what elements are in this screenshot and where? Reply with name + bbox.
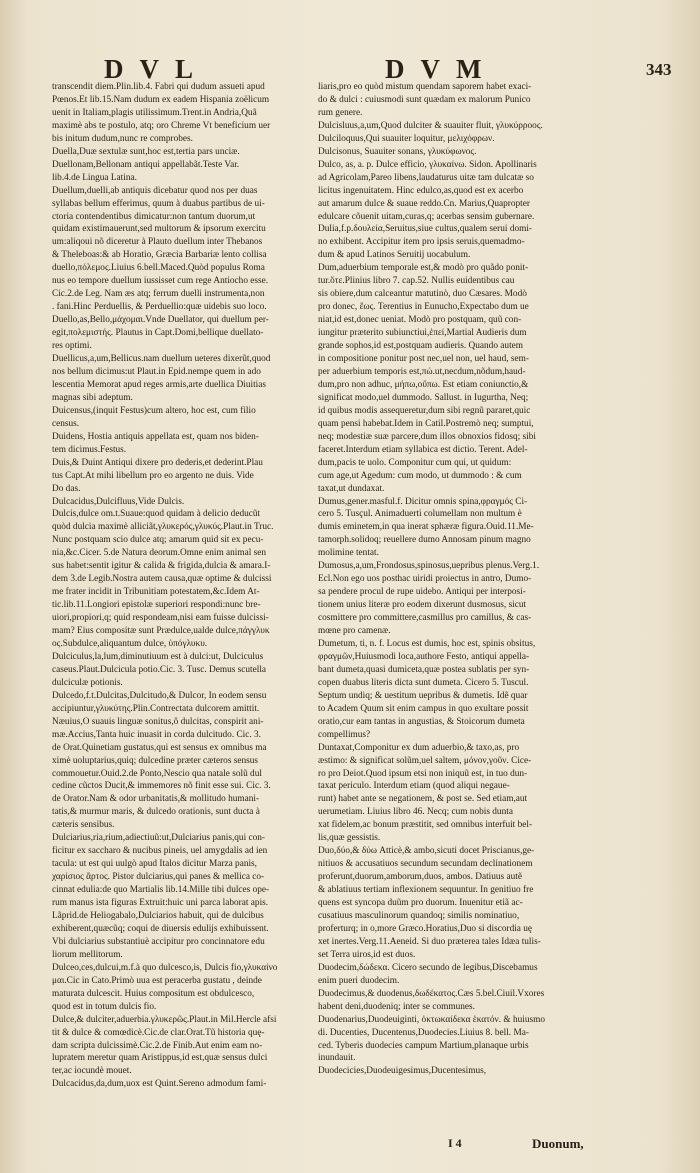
text-line: tur.ὅτε.Plinius libro 7. cap.52. Nullis euidentibus cau [318, 276, 515, 287]
text-line: Duis,& Duint Antiqui dixere pro dederis,et dederint.Plau [52, 457, 263, 468]
text-line: Dulcacidus,Dulcifluus,Vide Dulcis. [52, 496, 185, 507]
text-line: sis obiere,dum calceantur matutinò, duo Cæsares. Modò [318, 289, 527, 300]
text-line: Dulcis,dulce om.t.Suaue:quod quidam à delicio deducũt [52, 509, 261, 520]
text-line: Duodecimus,& duodenus,δωδέκατος.Cæs 5.bel.Ciuil.Vxores [318, 988, 545, 999]
text-line: mam? Eius compositæ sunt Prædulce,ualde dulce,πάγγλυκ [52, 626, 270, 637]
text-line: tionem unius literæ pro eodem dixerunt dusmosus, sicut [318, 600, 527, 611]
text-line: compellimus? [318, 729, 371, 740]
text-line: tacula: ut est qui uulgò apud Italos dicitur Marza panis, [52, 859, 257, 870]
text-line: dum,pro non adhuc, μήπω,οὔπω. Est etiam coniunctio,& [318, 379, 529, 390]
text-line: copen duabus literis dicta sunt dumeta. Cicero 5. Tuscul. [318, 677, 529, 688]
text-line: Dumetum, ti, n. f. Locus est dumis, hoc est, spinis obsitus, [318, 638, 536, 649]
text-line: dum,pacis te uolo. Componitur cum qui, ut quidum: [318, 457, 512, 468]
text-line: Dulcacidus,da,dum,uox est Quint.Sereno admodum fami- [52, 1079, 267, 1090]
text-line: accipiuntur,γλυκύτης.Plin.Contrectata dulcorem amittit. [52, 703, 260, 714]
text-line: Dulciarius,ria,rium,adiectiuũ:ut,Dulciarius panis,qui con- [52, 833, 265, 844]
text-line: tic.lib.11.Longiori epistolæ superiori respondi:nunc bre- [52, 600, 261, 611]
text-line: res optimi. [52, 341, 92, 352]
text-line: χαρίσιος ἄρτος. Pistor dulciarius,qui panes & mellica co- [52, 872, 265, 883]
catchword: Duonum, [532, 1136, 584, 1151]
text-line: nitiuos & accusatiuos secundum secundam declinationem [318, 859, 533, 870]
text-line: μαι.Cic in Cato.Primò uua est peracerba gustatu , deinde [52, 975, 262, 986]
text-line: to Academ Quum sit enim campus in quo exultare possit [318, 703, 529, 714]
text-line: commouetur.Ouid.2.de Ponto,Nescio qua natale solũ dul [52, 768, 262, 779]
text-line: do & dulci : cuiusmodi sunt quædam ex malorum Punico [318, 94, 531, 105]
text-line: ro pro Deiot.Quod ipsum etsi non iniquũ est, in tuo dun- [318, 768, 528, 779]
text-line: Pœnos.Et lib.15.Nam dudum ex eadem Hispania zoëlicum [52, 94, 270, 105]
text-line: tatis,& murmur maris, & dulcedo orationis, sunt ducta à [52, 807, 260, 818]
text-line: Cic.2.de Leg. Nam æs atq; ferrum duelli instrumenta,non [52, 289, 265, 300]
text-line: xet inertes.Verg.11.Aeneid. Si duo præterea tales Idæa tulis- [318, 936, 541, 947]
text-line: Dulcisonus, Suauiter sonans, γλυκύφωνος. [318, 146, 477, 157]
text-line: cedine cũctos Ducit,& immemores nõ finit esse sui. Cic. 3. [52, 781, 271, 792]
text-line: Dulciculus,la,lum,diminutiuum est à dulci:ut, Dulciculus [52, 651, 264, 662]
text-line: Duntaxat,Componitur ex dum aduerbio,& taxo,as, pro [318, 742, 520, 753]
text-line: ximè uoluptarius,quiq; dulcedine præter cæteros sensus [52, 755, 259, 766]
text-line: quòd dulcia maximè alliciãt,γλυκερός,γλυκύς.Plaut.in Truc. [52, 522, 274, 533]
text-line: nia,&c.Cicer. 5.de Natura deorum.Omne enim animal sen [52, 548, 267, 559]
text-line: uenit in Italiam,plagis utilissimum.Trent.in Andria,Quã [52, 107, 257, 118]
text-line: Dulcisluus,a,um,Quod dulciter & suauiter fluit, γλυκύρροος. [318, 120, 543, 131]
text-line: Dulciloquus,Qui suauiter loquitur, μελιχόφρων. [318, 133, 495, 144]
text-line: runt) habet ante se negationem, & post se. Sed etiam,aut [318, 794, 528, 805]
text-line: proferturq; in o,more Græco.Horatius,Duo si discordia uę [318, 923, 533, 934]
text-line: lupratem meretur quam Aristippus,id est,quæ sensus dulci [52, 1053, 268, 1064]
text-line: um:aliqoui nõ diceretur à Plauto duellum inter Thebanos [52, 237, 263, 248]
text-line: transcendit diem.Plin.lib.4. Fabri qui dudum assueti apud [52, 82, 265, 92]
running-head [0, 54, 700, 84]
text-line: Vbi dulciarius substantiuè accipitur pro concinnatore edu [52, 936, 265, 947]
text-line: enim pueri duodecim. [318, 975, 400, 986]
text-line: no exhibent. Accipitur item pro ipsis seruis,quemadmo- [318, 237, 525, 248]
text-line: edulcare cõuenit uitam,curas,q; acerbas sensim gubernare. [318, 211, 535, 222]
text-line: æstimo: & significat solũm,uel saltem, μόνον,γοῦν. Cice- [318, 755, 532, 766]
text-line: mæ.Accius,Tanta huic inuasit in corda dulcitudo. Cic. 3. [52, 729, 262, 740]
text-line: pro donec, ἕως. Terentius in Eunucho,Expectabo dum ue [318, 302, 529, 313]
text-line: ad Agricolam,Pareo libens,laudaturus uitæ tam dulcatæ so [318, 172, 534, 183]
text-line: φραγμῶν,Huiusmodi loca,authore Festo, antiqui appella- [318, 651, 530, 662]
text-line: set Terra uiros,id est duos. [318, 949, 416, 960]
text-line: ος.Subdulce,aliquantum dulce, ὑπόγλυκυ. [52, 638, 208, 649]
text-line: inundauit. [318, 1053, 356, 1064]
text-line: Dulcedo,f.t.Dulcitas,Dulcitudo,& Dulcor, In eodem sensu [52, 690, 267, 701]
text-line: magnas sibi adeptum. [52, 392, 133, 403]
text-line: dulciculæ potionis. [52, 677, 123, 688]
text-line: niat,id est,donec ueniat. Modò pro postquam, quũ con- [318, 315, 522, 326]
text-line: aut amarum dulce & suaue reddo.Cn. Marius,Quapropter [318, 198, 530, 209]
text-line: dumis eminetem,in qua inerat sphæræ figura.Ouid.11.Me- [318, 522, 534, 533]
text-line: Næuius,O suauis linguæ sonitus,ô dulcitas, conspirit ani- [52, 716, 264, 727]
text-line: quod est in totum dulcis fio. [52, 1001, 157, 1012]
text-line: Dulce,& dulciter,aduerbia.γλυκερῶς.Plaut.in Mil.Hercle afsi [52, 1014, 277, 1025]
text-line: quam pensi habebat.Idem in Catil.Postremò neq; sumptui, [318, 418, 534, 429]
text-line: molimine tentat. [318, 548, 379, 559]
text-line: Lãprid.de Heliogabalo,Dulciarios habuit, qui de dulcibus [52, 911, 264, 921]
text-line: ter,ac iocundè mouet. [52, 1066, 132, 1077]
text-line: oratio,cur eam tantas in angustias, & Stoicorum dumeta [318, 716, 525, 727]
text-line: quens est syncopa duũm pro duorum. Inuenitur etiã ac- [318, 898, 523, 909]
text-line: Duicensus,(inquit Festus)cum altero, hoc est, cum filio [52, 405, 256, 416]
signature-mark: I 4 [448, 1136, 462, 1150]
text-line: Duella,Duæ sextulæ sunt,hoc est,tertia pars unciæ. [52, 146, 240, 157]
running-head-left: DVL [104, 54, 210, 84]
text-line: rum manus ista figuras Extruit:huic uni parca laborat apis. [52, 898, 269, 909]
text-line: Duellonam,Bellonam antiqui appellabãt.Teste Var. [52, 159, 240, 170]
text-line: maturata dulcescit. Huius compositum est obdulcesco, [52, 988, 255, 999]
text-line: proferunt,duorum,amborum,duos, ambos. Datiuus autẽ [318, 872, 522, 883]
text-line: sus habet:sentit igitur & calida & frigida,dulcia & amara.I- [52, 561, 271, 572]
text-line: liorum mellitorum. [52, 949, 123, 960]
text-line: cum age,ut Agedum: cum modo, ut dummodo : & cum [318, 470, 522, 481]
text-line: Duodecicies,Duodeuigesimus,Ducentesimus, [318, 1066, 487, 1077]
text-line: taxat,ut dundaxat. [318, 483, 385, 494]
text-line: bis initum dudum,nunc re comprobes. [52, 133, 193, 144]
text-line: Dumosus,a,um,Frondosus,spinosus,uepribus plenus.Verg.1. [318, 561, 540, 572]
text-line: iungitur præterito subiunctiui,ἐπεί,Martial Audieris dum [318, 328, 527, 339]
text-line: bant dumeta,quasi dumiceta,quæ postea sublatis per syn- [318, 664, 530, 675]
text-line: Duo,δύο,& δύω Atticè,& ambo,sicuti docet Priscianus,ge- [318, 846, 535, 857]
text-line: duello,πόλεμος.Liuius 6.bell.Maced.Quòd populus Roma [52, 263, 265, 274]
text-line: caseus.Plaut.Dulcicula potio.Cic. 3. Tusc. Demus scutella [52, 664, 267, 675]
text-line: per aduerbium temporis est,πώ.ut,necdum,nõdum,haud- [318, 366, 526, 377]
text-line: neq; modestiæ suæ parcere,dum illos obnoxios fidosq; sibi [318, 431, 536, 442]
text-line: Duellum,duelli,ab antiquis dicebatur quod nos per duas [52, 185, 258, 196]
text-line: Duellicus,a,um,Bellicus.nam duellum ueteres dixerũt,quod [52, 354, 271, 365]
text-line: ctoria contendentibus dimicatur:non tantum duorum,ut [52, 211, 256, 222]
text-line: Septum undiq; & uestitum uepribus & dumetis. Idẽ quar [318, 690, 528, 701]
text-line: lib.4.de Lingua Latina. [52, 172, 137, 183]
text-line: census. [52, 418, 80, 429]
text-line: exhiberent,quæcũq; coqui de diuersis edulijs exhibuissent. [52, 923, 269, 934]
text-line: Dulia,f.p.δουλεία,Seruitus,siue cultus,qualem serui domi- [318, 224, 533, 235]
text-line: dum & apud Latinos Seruitij uocabulum. [318, 250, 471, 261]
text-line: uiori,propiori,q; quid respondeam,nisi eam fuisse dulcissi- [52, 613, 269, 624]
text-line: tamorph.solidoq; reuellere dumo Annosam pinum magno [318, 535, 531, 546]
text-line: cinnat edulia:de quo Martialis lib.14.Mille tibi dulces ope- [52, 885, 270, 896]
text-line: liaris,pro eo quòd mistum quendam saporem habet exaci- [318, 82, 532, 92]
text-line: cæteris sensibus. [52, 820, 115, 831]
text-line: faceret.Interdum etiam syllabica est dictio. Terent. Adel- [318, 444, 528, 455]
text-line: xat fidelem,ac bonum præstitit, sed omnibus interfuit bel- [318, 820, 533, 831]
text-line: in compositione ponitur post nec,uel non, uel haud, sem- [318, 354, 529, 365]
text-line: licitus ingenuitatem. Hinc edulco,as,quod est ex acerbo [318, 185, 524, 196]
text-line: ficitur ex saccharo & nucibus pineis, uel amygdalis ad ien [52, 846, 268, 857]
text-line: Dumus,gener.masful.f. Dicitur omnis spina,φραγμός Ci- [318, 496, 528, 507]
text-line: de Orat.Quinetiam gustatus,qui est sensus ex omnibus ma [52, 742, 267, 753]
text-line: Nunc postquam scio dulce atq; amarum quid sit ex pecu- [52, 535, 264, 546]
text-line: tem dicimus.Festus. [52, 444, 127, 455]
text-line: Duidens, Hostia antiquis appellata est, quam nos biden- [52, 431, 259, 442]
text-line: de Orator.Nam & odor urbanitatis,& mollitudo humani- [52, 794, 260, 805]
text-line: taxat periculo. Interdum etiam (quod aliqui negaue- [318, 781, 510, 792]
text-line: . fani.Hinc Perduellis, & Perduellio:quæ uidebis suo loco. [52, 302, 267, 313]
text-line: cero 5. Tusçul. Animaduerti columellam non multum è [318, 509, 522, 520]
text-line: tit & dulce & comœdicè.Cic.de clar.Orat.Tũ historia quę- [52, 1027, 265, 1038]
text-line: & ablatiuus tertiam inflexionem sequuntur. In genitiuo fre [318, 885, 534, 896]
text-line: Ecl.Non ego uos posthac uiridi proiectus in antro, Dumo- [318, 574, 532, 585]
text-line: grande sophos,id est,postquam audieris. Quando autem [318, 341, 524, 352]
text-line: sa pendere procul de rupe uidebo. Antiqui per interposi- [318, 587, 526, 598]
text-line: Dulceo,ces,dulcui,m.f.à quo dulcesco,is, Dulcis fio,γλυκαίνο [52, 962, 278, 973]
text-line: nos bellum dicimus:ut Plaut.in Epid.nempe quem in ado [52, 366, 261, 377]
text-line: me frater incidit in Tribunitiam potestatem,&c.Idem At- [52, 587, 260, 598]
text-line: id quibus modis assequeretur,dum sibi regnũ pararet,quic [318, 405, 531, 416]
text-line: significat modo,uel dummodo. Sallust. in Iugurtha, Neq; [318, 392, 529, 403]
text-line: Duodenarius,Duodeuiginti, ὀκτωκαίδεκα ἑκατόν. & huiusmo [318, 1014, 545, 1025]
right-column [318, 81, 584, 1131]
text-line: tus Capt.At mihi libellum pro eo argento ne duis. Vide [52, 470, 254, 481]
text-line: Duello,as,Bello,μάχομαι.Vnde Duellator, qui duellum per- [52, 315, 269, 326]
text-line: syllabas bellum efferimus, quum à duabus partibus de ui- [52, 198, 265, 209]
text-line: cosmittere pro committere,casmillus pro camillus, & cas- [318, 613, 532, 624]
text-line: ced. Tyberis duodecies campum Martium,planaque urbis [318, 1040, 529, 1051]
text-line: Duodecim,δώδεκα. Cicero secundo de legibus,Discebamus [318, 962, 538, 973]
text-line: lescentia Memorat apud reges armis,arte duellica Diuitias [52, 379, 267, 390]
text-line: Dum,aduerbium temporale est,& modò pro quãdo ponit- [318, 263, 529, 274]
text-line: & Theleboas:& ab Horatio, Græcia Barbariæ lento collisa [52, 250, 267, 261]
text-line: Dulco, as, a. p. Dulce efficio, γλυκαίνω. Sidon. Apollinaris [318, 159, 537, 170]
left-column [52, 81, 318, 1131]
running-head-right: DVM [385, 54, 498, 84]
page-number: 343 [646, 60, 672, 79]
text-line: habent deni,duodeniq; inter se communes. [318, 1001, 475, 1012]
text-line: quidam existimauerunt,sed multorum & ipsorum exercitu [52, 224, 266, 235]
text-line: dam scripta dulcissimè.Cic.2.de Finib.Aut enim eam no- [52, 1040, 263, 1051]
text-line: Do das. [52, 483, 81, 494]
text-line: mœne pro camenæ. [318, 626, 391, 637]
text-line: rum genere. [318, 107, 363, 118]
text-line: cusatiuus masculinorum quandoq; similis nominatiuo, [318, 911, 520, 921]
text-line: di. Ducenties, Ducentenus,Duodecies.Liuius 8. bell. Ma- [318, 1027, 529, 1038]
text-line: uerumetiam. Liuius libro 46. Necq; cum nobis dunta [318, 807, 513, 818]
text-line: egit,πολεμιστής. Plautus in Capt.Domi,bellique duellato- [52, 328, 264, 339]
text-line: dem 3.de Legib.Nostra autem causa,quæ optime & dulcissi [52, 574, 272, 585]
text-line: nus eo tempore duellum iussisset cum rege Antiocho esse. [52, 276, 269, 287]
text-line: maximè abs te postulo, atq; oro Chreme Vt beneficium uer [52, 120, 271, 131]
text-line: lis,quæ gessistis. [318, 833, 381, 844]
